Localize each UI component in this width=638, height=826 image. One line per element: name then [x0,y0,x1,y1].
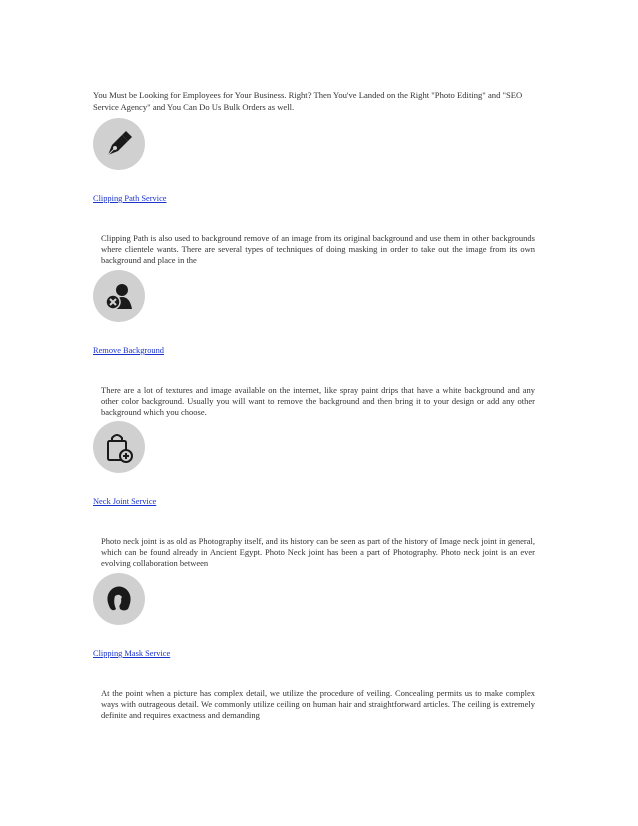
clipping-mask-service-link[interactable]: Clipping Mask Service [93,649,171,658]
clipping-mask-description: At the point when a picture has complex detail, we utilize the procedure of veiling. Concealing permits us to make complex ways with outrageous detail. We commonly utilize ceiling on human hair and straightforward articles. The ceiling is extremely definite and requires exactness and demanding [101,688,535,721]
shopping-bag-add-icon [93,421,145,473]
remove-background-link[interactable]: Remove Background [93,346,164,355]
pen-nib-icon [93,118,145,170]
neck-joint-service-link[interactable]: Neck Joint Service [93,497,157,506]
remove-person-icon [93,270,145,322]
woman-hair-icon [93,573,145,625]
clipping-path-description: Clipping Path is also used to background remove of an image from its original background and use them in other backgrounds where clientele wants. There are several types of techniques of doing masking in order to take out the image from its own background and place in the [101,233,535,266]
intro-text: You Must be Looking for Employees for Your Business. Right? Then You've Landed on the Right "Photo Editing" and "SEO Service Agency" and You Can Do Us Bulk Orders as well. [93,90,523,112]
neck-joint-description: Photo neck joint is as old as Photography itself, and its history can be seen as part of the history of Image neck joint in general, which can be found already in Ancient Egypt. Photo Neck joint has been a part of Photography. Photo neck joint is an ever evolving collaboration between [101,536,535,569]
clipping-path-service-link[interactable]: Clipping Path Service [93,194,167,203]
remove-background-description: There are a lot of textures and image available on the internet, like spray paint drips that have a white background and any other color background. Usually you will want to remove the background and then bring it to your design or add any other background which you choose. [101,385,535,418]
